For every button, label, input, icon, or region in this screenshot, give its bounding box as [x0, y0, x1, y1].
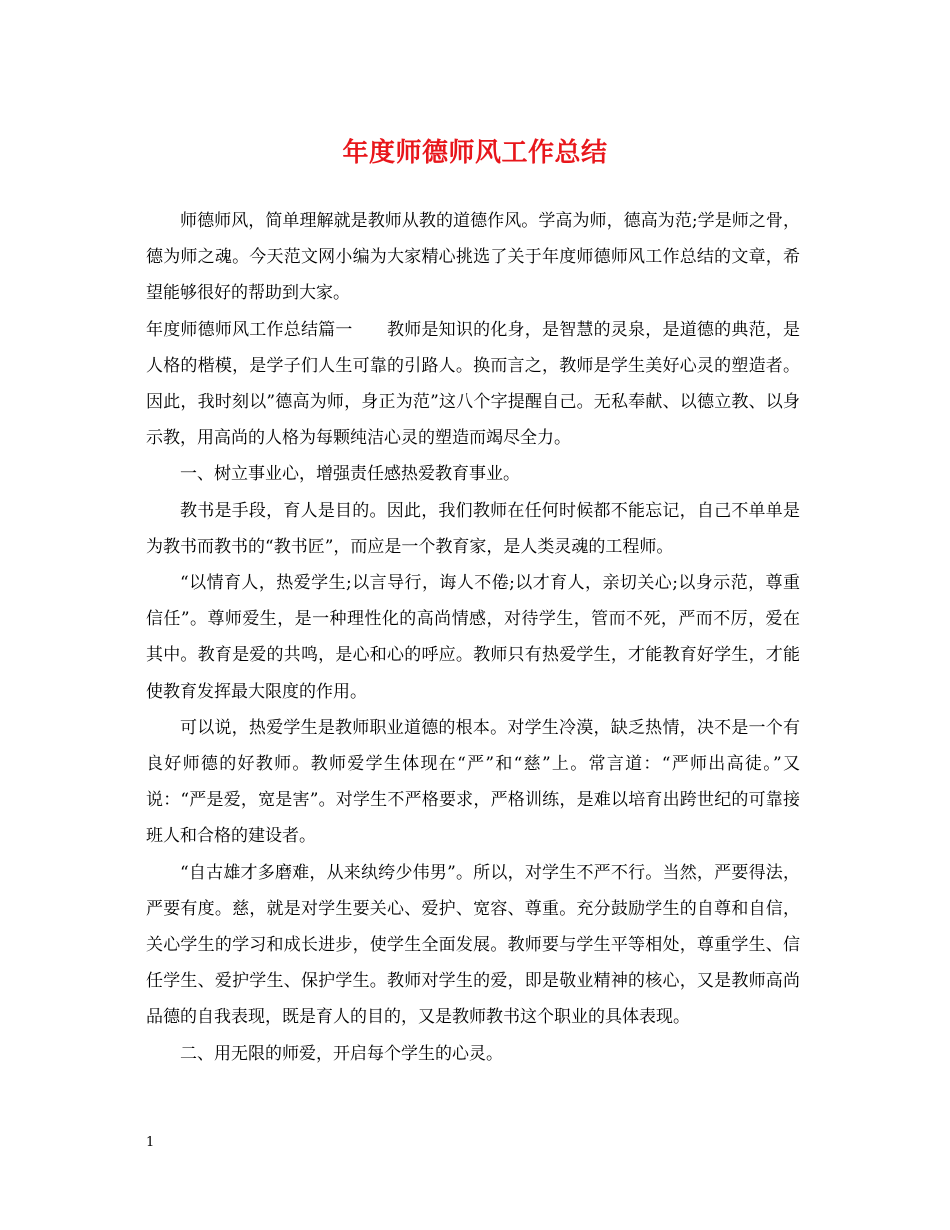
paragraph-ethics-root: 可以说，热爱学生是教师职业道德的根本。对学生冷漠，缺乏热情，决不是一个有良好师德的好教师。教师爱学生体现在“严”和“慈”上。常言道：“严师出高徒。”又说：“严是爱，宽是害”。对学生不严格要求，严格训练，是难以培育出跨世纪的可靠接班人和合格的建设者。 [146, 717, 800, 847]
paragraph-teaching-purpose: 教书是手段，育人是目的。因此，我们教师在任何时候都不能忘记，自己不单单是为教书而教书的“教书匠”，而应是一个教育家，是人类灵魂的工程师。 [146, 500, 800, 557]
paragraph-intro: 师德师风，简单理解就是教师从教的道德作风。学高为师，德高为范;学是师之骨，德为师之魂。今天范文网小编为大家精心挑选了关于年度师德师风工作总结的文章，希望能够很好的帮助到大家。 [146, 211, 800, 304]
document-title: 年度师德师风工作总结 [342, 138, 608, 168]
paragraph-strict-and-kind: “自古雄才多磨难，从来纨绔少伟男”。所以，对学生不严不行。当然，严要得法，严要有度。慈，就是对学生要关心、爱护、宽容、尊重。充分鼓励学生的自尊和自信，关心学生的学习和成长进步，使学生全面发展。教师要与学生平等相处，尊重学生、信任学生、爱护学生、保护学生。教师对学生的爱，即是敬业精神的核心，又是教师高尚品德的自我表现，既是育人的目的，又是教师教书这个职业的具体表现。 [146, 862, 800, 1028]
paragraph-section-one-heading: 年度师德师风工作总结篇一 教师是知识的化身，是智慧的灵泉，是道德的典范，是人格的楷模，是学子们人生可靠的引路人。换而言之，教师是学生美好心灵的塑造者。因此，我时刻以”德高为师，身正为范”这八个字提醒自己。无私奉献、以德立教、以身示教，用高尚的人格为每颗纯洁心灵的塑造而竭尽全力。 [146, 319, 800, 449]
paragraph-point-two: 二、用无限的师爱，开启每个学生的心灵。 [180, 1043, 503, 1064]
page-number: 1 [146, 1135, 155, 1150]
document-body [146, 203, 800, 1072]
paragraph-love-students: “以情育人，热爱学生;以言导行，诲人不倦;以才育人，亲切关心;以身示范，尊重信任”。尊师爱生，是一种理性化的高尚情感，对待学生，管而不死，严而不厉，爱在其中。教育是爱的共鸣，是心和心的呼应。教师只有热爱学生，才能教育好学生，才能使教育发挥最大限度的作用。 [146, 573, 800, 702]
paragraph-point-one: 一、树立事业心，增强责任感热爱教育事业。 [180, 464, 520, 485]
